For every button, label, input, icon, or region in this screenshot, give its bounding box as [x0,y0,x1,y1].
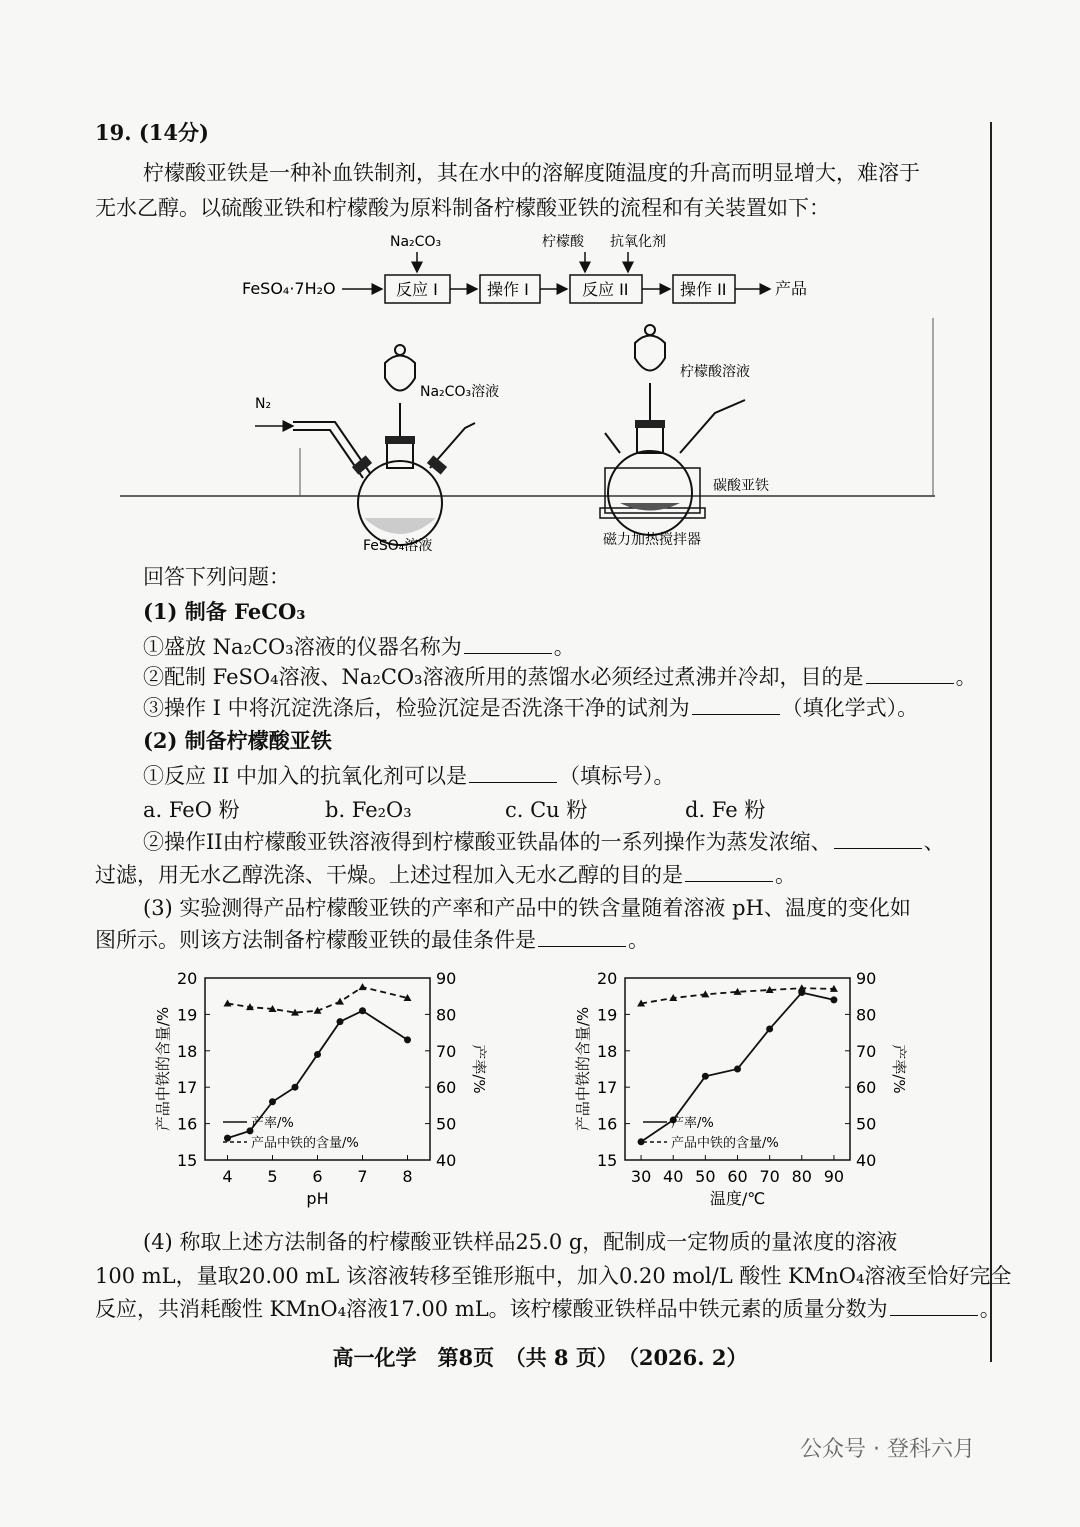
y-left-tick-label: 16 [177,1114,198,1134]
y-left-tick-label: 15 [597,1151,618,1170]
label-flask-feco3: 碳酸亚铁 [713,478,769,494]
y-right-tick-label: 80 [856,1005,877,1025]
series-point-0 [359,1007,366,1014]
label-heater: 磁力加热搅拌器 [603,532,701,548]
y-left-tick-label: 20 [597,969,618,988]
label-funnel-na2co3: Na₂CO₃溶液 [420,384,500,400]
answer-blank[interactable] [685,863,773,882]
series-point-0 [830,996,837,1003]
x-tick-label: 4 [222,1167,233,1186]
flow-box-operation-1: 操作 I [487,280,529,299]
process-flowchart [230,228,850,308]
x-axis-label: 温度/℃ [709,1189,766,1208]
legend-label: 产率/% [671,1116,714,1131]
part-1-title: (1) 制备 FeCO₃ [143,599,306,624]
q1-2: ②配制 FeSO₄溶液、Na₂CO₃溶液所用的蒸馏水必须经过煮沸并冷却，目的是 。 [143,665,977,689]
y-right-tick-label: 90 [856,969,877,988]
y-left-tick-label: 19 [597,1005,618,1025]
q2-1: ①反应 II 中加入的抗氧化剂可以是 （填标号）。 [143,764,675,788]
answer-blank[interactable] [469,764,557,783]
series-point-0 [404,1036,411,1043]
option-d: d. Fe 粉 [685,798,766,822]
x-axis-label: pH [306,1189,329,1208]
y-left-tick-label: 20 [177,969,198,988]
x-tick-label: 6 [312,1167,323,1186]
y-right-tick-label: 50 [856,1114,877,1134]
y-right-tick-label: 80 [436,1005,457,1025]
series-point-0 [292,1084,299,1091]
chart-temperature [560,960,920,1220]
page-right-rule [990,122,992,1362]
series-point-1 [359,983,367,990]
answer-blank[interactable] [866,665,954,684]
answer-blank[interactable] [464,635,552,654]
y-left-tick-label: 19 [177,1005,198,1025]
y-right-axis-label: 产率/% [890,1044,908,1094]
intro-line-2: 无水乙醇。以硫酸亚铁和柠檬酸为原料制备柠檬酸亚铁的流程和有关装置如下： [95,196,830,220]
series-point-0 [702,1073,709,1080]
chart-ph [140,960,500,1220]
y-left-tick-label: 15 [177,1151,198,1170]
answer-prompt: 回答下列问题： [143,565,290,589]
flow-reagent-antioxidant: 抗氧化剂 [610,234,666,250]
answer-blank[interactable] [538,928,626,947]
x-tick-label: 60 [727,1167,748,1186]
series-point-0 [224,1135,231,1142]
y-right-tick-label: 60 [436,1078,457,1098]
x-tick-label: 90 [823,1167,845,1186]
y-right-tick-label: 60 [856,1078,877,1098]
y-right-tick-label: 90 [436,969,457,988]
y-right-tick-label: 70 [856,1041,877,1061]
label-flask-feso4: FeSO₄溶液 [363,538,433,554]
y-right-axis-label: 产率/% [470,1044,488,1094]
series-point-1 [224,999,232,1006]
y-left-tick-label: 17 [177,1078,198,1098]
legend-label: 产率/% [251,1116,294,1131]
y-right-tick-label: 50 [436,1114,457,1134]
flow-end-product: 产品 [775,279,808,298]
series-point-0 [337,1018,344,1025]
page-footer: 高一化学 第8页 （共 8 页） （2026. 2） [332,1345,748,1370]
y-left-tick-label: 17 [597,1078,618,1098]
y-left-axis-label: 产品中铁的含量/% [574,1006,592,1132]
legend-label: 产品中铁的含量/% [671,1136,779,1151]
legend-label: 产品中铁的含量/% [251,1136,359,1151]
y-left-axis-label: 产品中铁的含量/% [154,1006,172,1132]
part-2-title: (2) 制备柠檬酸亚铁 [143,728,332,753]
answer-blank[interactable] [834,830,922,849]
q2-2-line-1: ②操作II由柠檬酸亚铁溶液得到柠檬酸亚铁晶体的一系列操作为蒸发浓缩、 、 [143,830,945,854]
y-left-tick-label: 16 [597,1114,618,1134]
series-point-0 [269,1098,276,1105]
intro-line-1: 柠檬酸亚铁是一种补血铁制剂，其在水中的溶解度随温度的升高而明显增大，难溶于 [143,161,920,185]
x-tick-label: 30 [630,1167,652,1186]
x-tick-label: 50 [695,1167,716,1186]
flow-reagent-na2co3: Na₂CO₃ [390,234,442,250]
q1-1: ①盛放 Na₂CO₃溶液的仪器名称为 。 [143,635,575,659]
series-point-0 [734,1066,741,1073]
x-tick-label: 5 [267,1167,278,1186]
series-point-1 [336,998,344,1005]
part-4-line-2: 100 mL，量取20.00 mL 该溶液转移至锥形瓶中，加入0.20 mol/L 酸性 KMnO₄溶液至恰好完全 [95,1264,1012,1288]
y-left-tick-label: 18 [597,1041,618,1061]
x-tick-label: 40 [663,1167,684,1186]
flow-box-reaction-1: 反应 I [396,280,438,299]
question-number: 19. (14分) [95,120,209,145]
option-a: a. FeO 粉 [143,798,240,822]
x-tick-label: 70 [759,1167,780,1186]
series-point-0 [766,1025,773,1032]
flow-reagent-citric-acid: 柠檬酸 [542,234,584,250]
part-3-line-1: (3) 实验测得产品柠檬酸亚铁的产率和产品中的铁含量随着溶液 pH、温度的变化如 [143,896,911,920]
q2-2-line-2: 过滤，用无水乙醇洗涤、干燥。上述过程加入无水乙醇的目的是 。 [95,863,796,887]
y-left-tick-label: 18 [177,1041,198,1061]
flow-start: FeSO₄·7H₂O [242,279,336,298]
flow-box-operation-2: 操作 II [680,280,727,299]
part-4-line-1: (4) 称取上述方法制备的柠檬酸亚铁样品25.0 g，配制成一定物质的量浓度的溶液 [143,1230,898,1254]
label-funnel-citric: 柠檬酸溶液 [680,364,750,380]
label-n2: N₂ [255,396,272,412]
y-right-tick-label: 70 [436,1041,457,1061]
apparatus-figure [115,318,940,558]
option-b: b. Fe₂O₃ [325,798,412,822]
y-right-tick-label: 40 [436,1151,457,1170]
option-c: c. Cu 粉 [505,798,588,822]
part-3-line-2: 图所示。则该方法制备柠檬酸亚铁的最佳条件是 。 [95,928,649,952]
answer-blank[interactable] [692,696,780,715]
x-tick-label: 7 [357,1167,368,1186]
watermark: 公众号 · 登科六月 [800,1437,975,1462]
answer-blank[interactable] [890,1297,978,1316]
q1-3: ③操作 I 中将沉淀洗涤后，检验沉淀是否洗涤干净的试剂为 （填化学式）。 [143,696,919,720]
x-tick-label: 80 [791,1167,812,1186]
x-tick-label: 8 [402,1167,413,1186]
flow-box-reaction-2: 反应 II [582,280,629,299]
series-point-0 [314,1051,321,1058]
y-right-tick-label: 40 [856,1151,877,1170]
part-4-line-3: 反应，共消耗酸性 KMnO₄溶液17.00 mL。该柠檬酸亚铁样品中铁元素的质量分数为 。 [95,1297,1001,1321]
